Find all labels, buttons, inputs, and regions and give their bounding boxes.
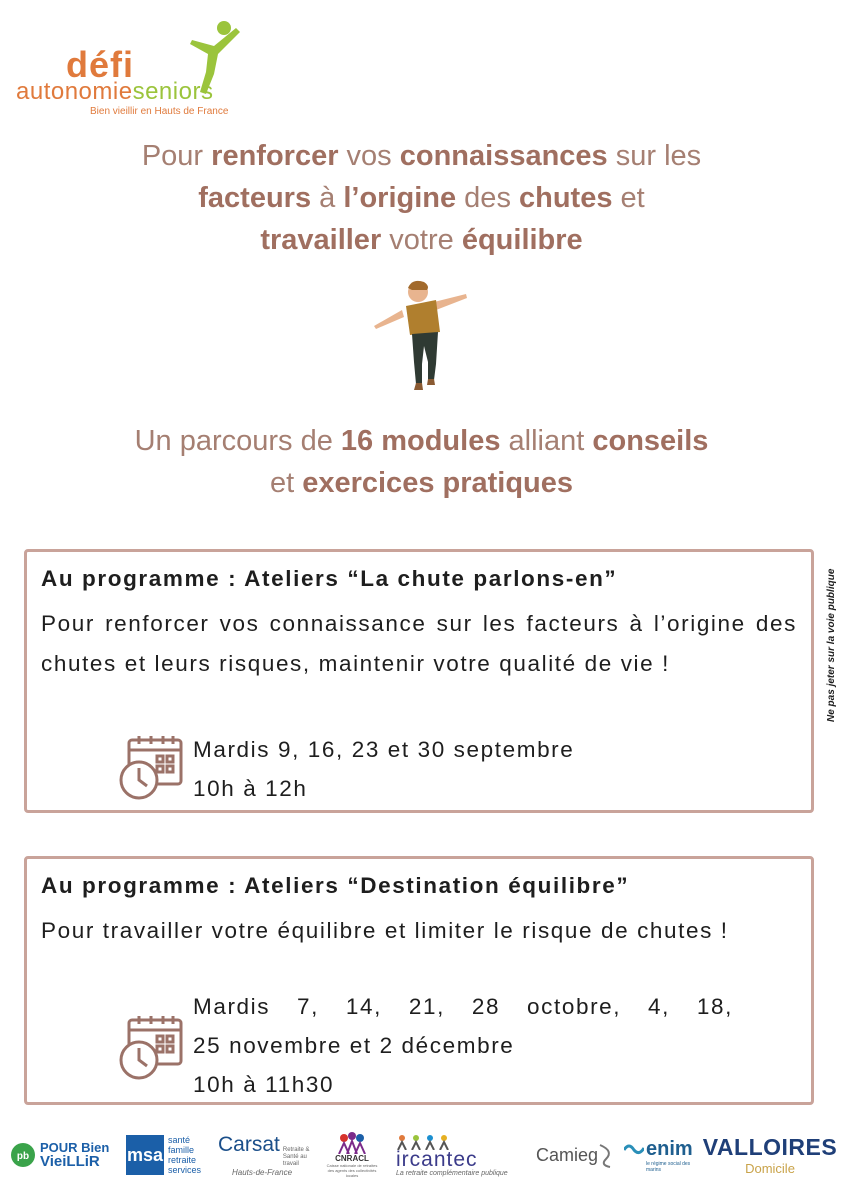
workshop-box-destination-equilibre — [24, 856, 814, 1105]
enim-wave-icon — [624, 1142, 644, 1156]
calendar-clock-icon — [117, 734, 185, 802]
defi-autonomie-seniors-logo — [14, 18, 264, 118]
partner-cnracl-logo: CNRACL Caisse nationale de retraites des agents des collectivités locales — [322, 1130, 382, 1180]
pbv-bubble-icon — [10, 1142, 36, 1168]
svg-text:pb: pb — [16, 1151, 30, 1162]
workshop-time: 10h à 12h — [193, 776, 308, 801]
workshop-description: Pour renforcer vos connaissance sur les facteurs à l’origine des chutes et leurs risques, maintenir votre qualité de vie ! — [41, 611, 797, 676]
partner-pour-bien-vieillir-logo: pb POUR Bien VieiLLiR — [10, 1130, 120, 1180]
calendar-clock-icon — [117, 1014, 185, 1082]
workshop-dates-line2: 25 novembre et 2 décembre — [193, 1033, 515, 1058]
balancing-person-illustration — [372, 280, 472, 395]
workshop-time: 10h à 11h30 — [193, 1072, 335, 1097]
partner-ircantec-logo: ircantec La retraite complémentaire publique — [396, 1130, 526, 1180]
workshop-schedule — [193, 730, 574, 808]
workshop-box-chute-parlons-en — [24, 549, 814, 813]
cnracl-figures-icon — [335, 1132, 369, 1154]
logo-autonomie-seniors: autonomieseniors — [16, 78, 214, 105]
headline-modules: Un parcours de 16 modules alliant conseils et exercices pratiques — [134, 425, 709, 499]
side-note-litter: Ne pas jeter sur la voie publique — [826, 568, 837, 722]
partner-msa-logo: msa santé famille retraite services — [126, 1135, 202, 1175]
partner-enim-logo: enim le régime social des marins — [624, 1130, 698, 1180]
partner-camieg-logo: Camieg — [536, 1130, 618, 1180]
workshop-title: Au programme : Ateliers “Destination équilibre” — [41, 873, 630, 898]
workshop-dates-line1: Mardis 7, 14, 21, 28 octobre, 4, 18, — [193, 994, 733, 1019]
workshop-description: Pour travailler votre équilibre et limiter le risque de chutes ! — [41, 918, 729, 943]
partner-carsat-logo: Carsat Retraite & Santé au travail Hauts-de-France — [218, 1133, 310, 1177]
camieg-swirl-icon — [598, 1141, 616, 1169]
workshop-title: Au programme : Ateliers “La chute parlons-en” — [41, 566, 618, 591]
logo-tagline: Bien vieillir en Hauts de France — [90, 106, 229, 117]
headline-falls-knowledge: Pour renforcer vos connaissances sur les facteurs à l’origine des chutes et travailler votre équilibre — [141, 140, 702, 256]
partner-valloires-logo: VALLOIRES Domicile — [702, 1134, 838, 1176]
logo-defi: défi — [66, 44, 135, 85]
workshop-dates: Mardis 9, 16, 23 et 30 septembre — [193, 737, 575, 762]
workshop-schedule — [193, 987, 733, 1104]
